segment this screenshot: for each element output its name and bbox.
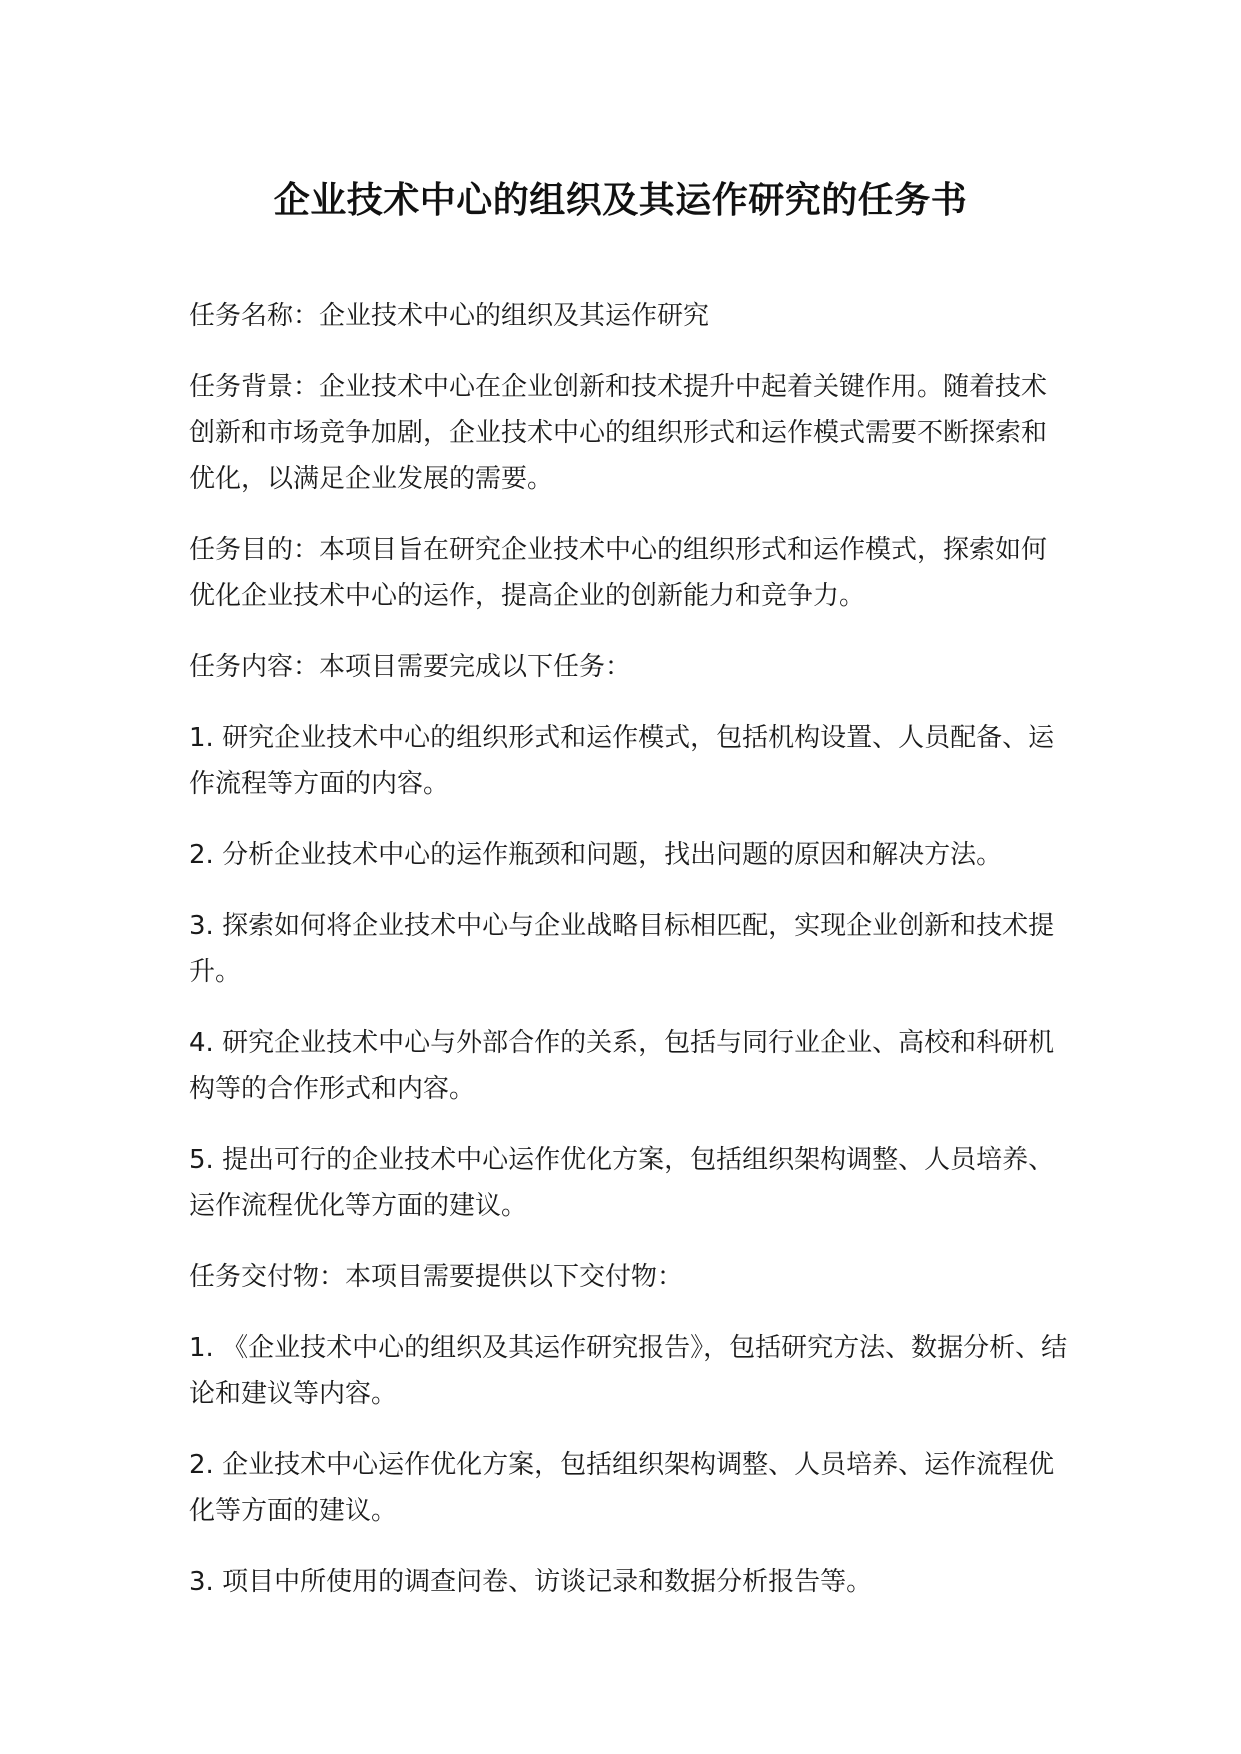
list-item-content-4: 4. 研究企业技术中心与外部合作的关系，包括与同行业企业、高校和科研机构等的合作形式和内容。 [189,1028,1055,1104]
list-item-deliverable-1: 1. 《企业技术中心的组织及其运作研究报告》，包括研究方法、数据分析、结论和建议等内容。 [189,1333,1068,1409]
list-item-content-5: 5. 提出可行的企业技术中心运作优化方案，包括组织架构调整、人员培养、运作流程优化等方面的建议。 [189,1145,1055,1221]
paragraph-task-purpose: 任务目的：本项目旨在研究企业技术中心的组织形式和运作模式，探索如何优化企业技术中心的运作，提高企业的创新能力和竞争力。 [189,535,1048,611]
document-body [189,293,1069,1630]
list-item-content-3: 3. 探索如何将企业技术中心与企业战略目标相匹配，实现企业创新和技术提升。 [189,911,1055,987]
list-item-content-1: 1. 研究企业技术中心的组织形式和运作模式，包括机构设置、人员配备、运作流程等方面的内容。 [189,723,1055,799]
paragraph-task-content-heading: 任务内容：本项目需要完成以下任务： [189,652,632,682]
paragraph-task-background: 任务背景：企业技术中心在企业创新和技术提升中起着关键作用。随着技术创新和市场竞争加剧，企业技术中心的组织形式和运作模式需要不断探索和优化，以满足企业发展的需要。 [189,372,1048,494]
paragraph-task-name: 任务名称：企业技术中心的组织及其运作研究 [189,301,710,331]
document-title: 企业技术中心的组织及其运作研究的任务书 [273,180,968,221]
paragraph-deliverables-heading: 任务交付物：本项目需要提供以下交付物： [189,1262,684,1292]
list-item-deliverable-3: 3. 项目中所使用的调查问卷、访谈记录和数据分析报告等。 [189,1567,873,1597]
list-item-content-2: 2. 分析企业技术中心的运作瓶颈和问题，找出问题的原因和解决方法。 [189,840,1003,870]
list-item-deliverable-2: 2. 企业技术中心运作优化方案，包括组织架构调整、人员培养、运作流程优化等方面的建议。 [189,1450,1055,1526]
